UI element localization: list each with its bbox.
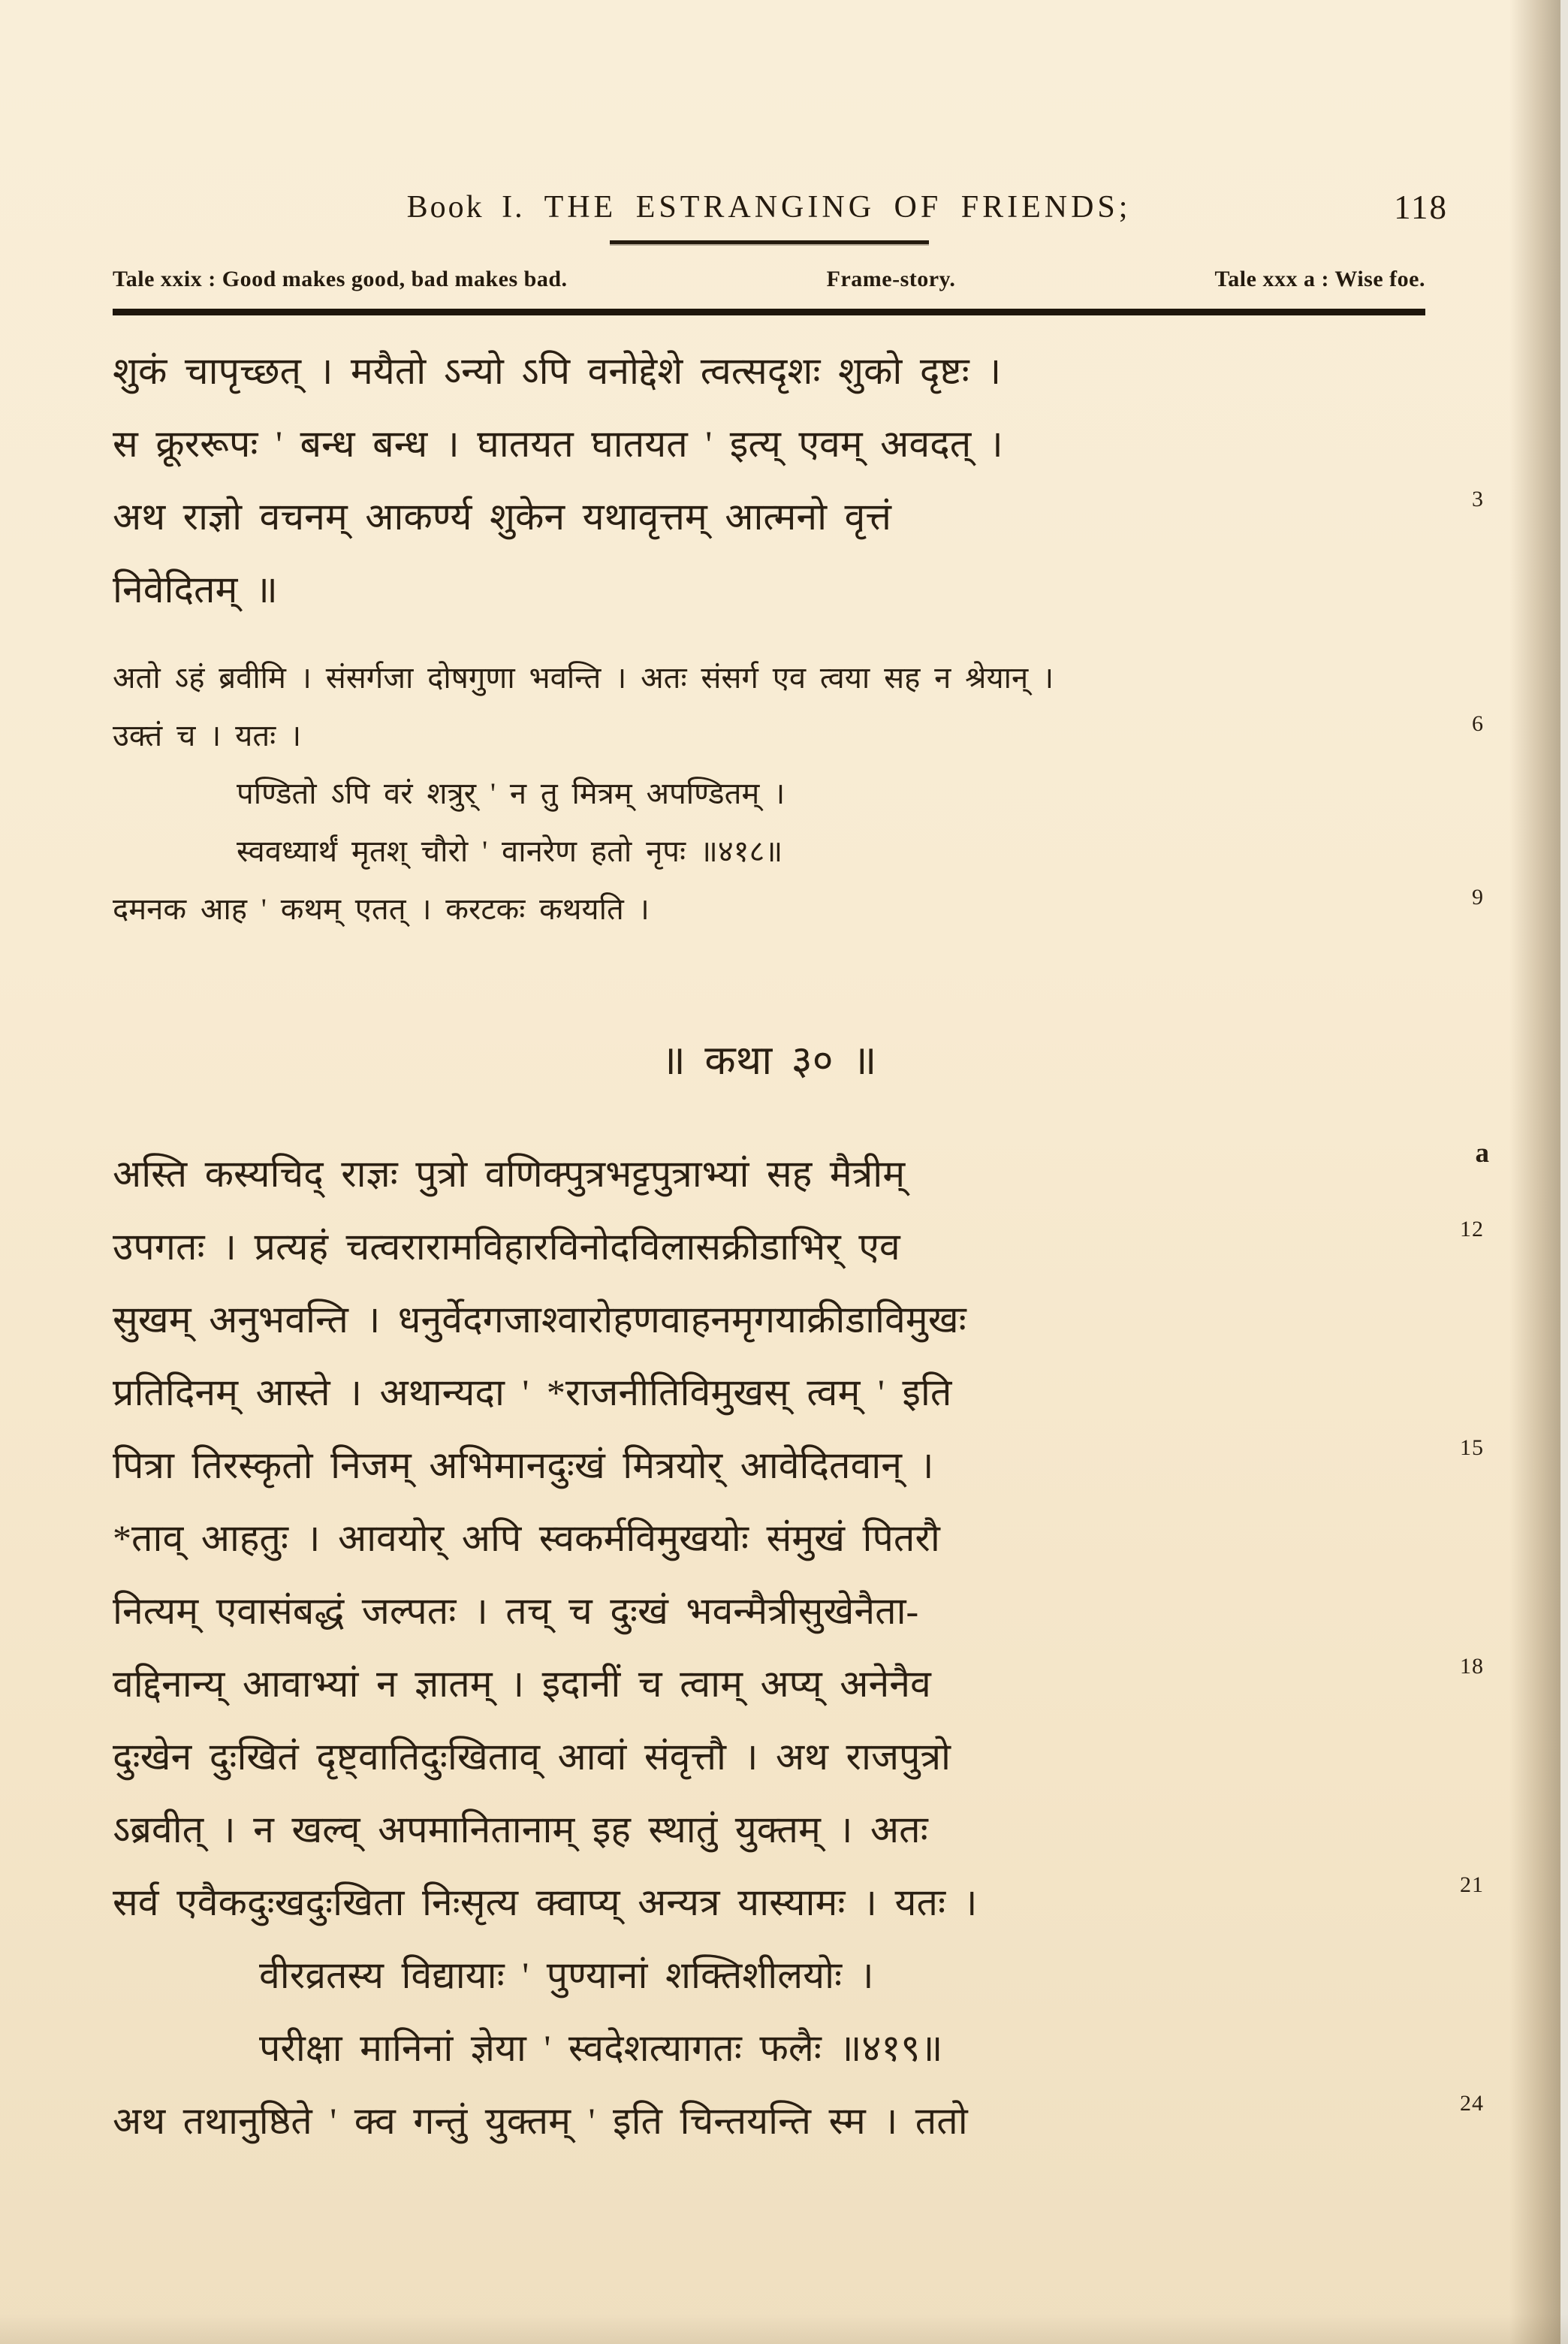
text-line bbox=[113, 707, 1484, 765]
margin-line-number: 18 bbox=[1460, 1654, 1484, 1679]
text-line bbox=[113, 822, 1425, 880]
tale-caption-right: Tale xxx a : Wise foe. bbox=[1214, 267, 1425, 291]
text-line bbox=[113, 1138, 1490, 1211]
margin-line-number: 21 bbox=[1460, 1872, 1484, 1897]
devanagari-text: सर्व एवैकदुःखदुःखिता निःसृत्य क्वाप्य् अन्यत्र यास्यामः । यतः । bbox=[113, 1881, 978, 1923]
devanagari-text: वीरव्रतस्य विद्यायाः ' पुण्यानां शक्तिशीलयोः । bbox=[259, 1954, 874, 1996]
text-line bbox=[113, 408, 1425, 481]
text-line bbox=[113, 880, 1484, 938]
text-line bbox=[113, 554, 1425, 626]
text-line bbox=[113, 765, 1425, 822]
devanagari-text: ॥ कथा ३० ॥ bbox=[661, 1038, 877, 1083]
scan-bottom-shadow bbox=[0, 2314, 1568, 2344]
devanagari-text: उपगतः । प्रत्यहं चत्वरारामविहारविनोदविलासक्रीडाभिर् एव bbox=[113, 1226, 900, 1268]
text-line bbox=[113, 1793, 1425, 1866]
text-line bbox=[113, 1211, 1484, 1284]
devanagari-text: वद्दिनान्य् आवाभ्यां न ज्ञातम् । इदानीं च त्वाम् अप्य् अनेनैव bbox=[113, 1663, 931, 1705]
page-title: THE ESTRANGING OF FRIENDS; bbox=[544, 190, 1132, 225]
margin-line-number: 15 bbox=[1460, 1435, 1484, 1460]
book-label: Book I. bbox=[406, 190, 525, 225]
devanagari-text: उक्तं च । यतः । bbox=[113, 719, 302, 753]
running-header bbox=[113, 189, 1448, 226]
devanagari-text: ऽब्रवीत् । न खल्व् अपमानितानाम् इह स्थातुं युक्तम् । अतः bbox=[113, 1809, 928, 1851]
page-number: 118 bbox=[1394, 189, 1448, 226]
devanagari-text: पित्रा तिरस्कृतो निजम् अभिमानदुःखं मित्रयोर् आवेदितवान् । bbox=[113, 1444, 934, 1486]
devanagari-text: अस्ति कस्यचिद् राज्ञः पुत्रो वणिक्पुत्रभट्टपुत्राभ्यां सह मैत्रीम् bbox=[113, 1153, 906, 1195]
text-line bbox=[113, 1648, 1484, 1721]
text-line bbox=[113, 1721, 1425, 1793]
text-line bbox=[113, 1575, 1425, 1648]
body-lines bbox=[113, 335, 1490, 2158]
scan-edge-strip bbox=[1560, 0, 1568, 2344]
margin-line-number: a bbox=[1475, 1138, 1490, 1169]
devanagari-text: *ताव् आहतुः । आवयोर् अपि स्वकर्मविमुखयोः संमुखं पितरौ bbox=[113, 1517, 940, 1559]
tale-caption-left: Tale xxix : Good makes good, bad makes bad. bbox=[113, 267, 568, 291]
text-line bbox=[113, 2085, 1484, 2158]
text-line bbox=[113, 2012, 1425, 2085]
devanagari-text: सुखम् अनुभवन्ति । धनुर्वेदगजाश्वारोहणवाहनमृगयाक्रीडाविमुखः bbox=[113, 1299, 966, 1341]
text-line bbox=[113, 1939, 1425, 2012]
margin-line-number: 9 bbox=[1472, 885, 1484, 910]
header-thick-rule bbox=[113, 309, 1425, 315]
margin-line-number: 12 bbox=[1460, 1217, 1484, 1241]
devanagari-text: अतो ऽहं ब्रवीमि । संसर्गजा दोषगुणा भवन्ति । अतः संसर्ग एव त्वया सह न श्रेयान् । bbox=[113, 661, 1054, 695]
devanagari-text: निवेदितम् ॥ bbox=[113, 569, 278, 611]
text-line bbox=[113, 481, 1484, 554]
devanagari-text: पण्डितो ऽपि वरं शत्रुर् ' न तु मित्रम् अपण्डितम् । bbox=[237, 777, 786, 810]
text-line bbox=[113, 1284, 1425, 1356]
tale-caption-row bbox=[113, 267, 1425, 292]
margin-line-number: 6 bbox=[1472, 711, 1484, 736]
devanagari-text: अथ तथानुष्ठिते ' क्व गन्तुं युक्तम् ' इति चिन्तयन्ति स्म । ततो bbox=[113, 2100, 968, 2142]
header-rule bbox=[610, 240, 929, 244]
text-line bbox=[113, 1356, 1425, 1429]
devanagari-text: दुःखेन दुःखितं दृष्ट्वातिदुःखिताव् आवां संवृत्तौ । अथ राजपुत्रो bbox=[113, 1736, 951, 1778]
devanagari-text: अथ राज्ञो वचनम् आकर्ण्य शुकेन यथावृत्तम् आत्मनो वृत्तं bbox=[113, 496, 891, 538]
devanagari-text: स क्रूररूपः ' बन्ध बन्ध । घातयत घातयत ' इत्य् एवम् अवदत् । bbox=[113, 423, 1003, 465]
devanagari-text: नित्यम् एवासंबद्धं जल्पतः । तच् च दुःखं भवन्मैत्रीसुखेनैता- bbox=[113, 1590, 919, 1632]
devanagari-text: शुकं चापृच्छत् । मयैतो ऽन्यो ऽपि वनोद्देशे त्वत्सदृशः शुको दृष्टः । bbox=[113, 350, 1002, 392]
text-line bbox=[113, 649, 1425, 707]
devanagari-text: स्ववध्यार्थं मृतश् चौरो ' वानरेण हतो नृपः ॥४१८॥ bbox=[237, 834, 783, 868]
devanagari-text: परीक्षा मानिनां ज्ञेया ' स्वदेशत्यागतः फलैः ॥४१९॥ bbox=[259, 2027, 943, 2069]
devanagari-text: दमनक आह ' कथम् एतत् । करटकः कथयति । bbox=[113, 892, 650, 926]
text-line bbox=[113, 1429, 1484, 1502]
devanagari-text: प्रतिदिनम् आस्ते । अथान्यदा ' *राजनीतिविमुखस् त्वम् ' इति bbox=[113, 1371, 952, 1413]
text-line bbox=[113, 335, 1425, 408]
text-line bbox=[113, 1502, 1425, 1575]
margin-line-number: 3 bbox=[1472, 487, 1484, 511]
tale-caption-center: Frame-story. bbox=[826, 267, 956, 291]
margin-line-number: 24 bbox=[1460, 2091, 1484, 2116]
scan-gutter-shadow bbox=[1509, 0, 1560, 2344]
text-line bbox=[113, 1866, 1484, 1939]
text-line bbox=[113, 1027, 1425, 1094]
